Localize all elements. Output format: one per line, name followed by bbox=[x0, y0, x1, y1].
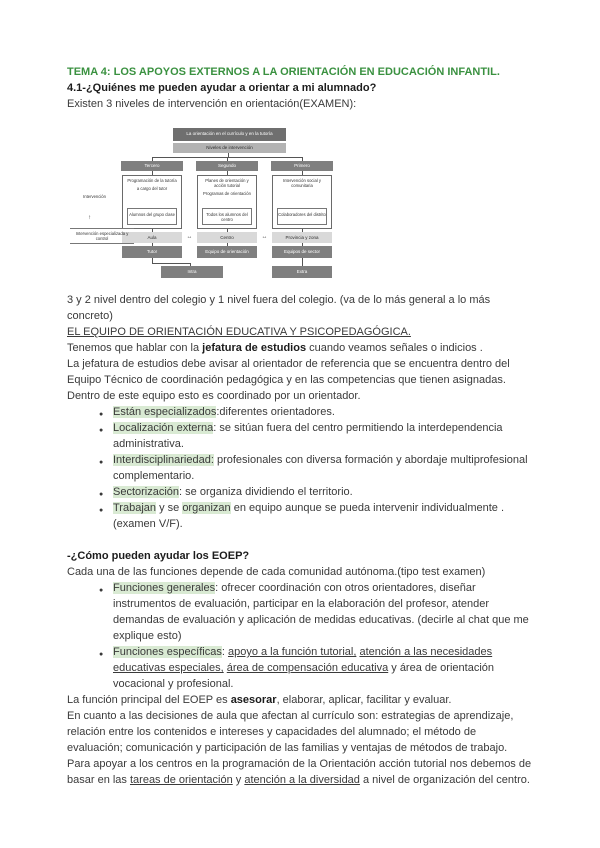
intro-line: Existen 3 niveles de intervención en orientación(EXAMEN): bbox=[67, 98, 357, 110]
orientation-levels-diagram bbox=[70, 124, 338, 284]
text-segment: profesionales con diversa formación y abordaje multiprofesional complementario. bbox=[113, 454, 528, 482]
diagram-detail-box bbox=[197, 175, 257, 229]
text-segment: atención a las necesidades educativas especiales, bbox=[113, 646, 493, 674]
text-segment: en equipo aunque se pueda intervenir individualmente . (examen V/F). bbox=[113, 502, 505, 530]
side-label-specialized: Intervención especializada y control bbox=[70, 228, 134, 244]
detail-line: a cargo del tutor bbox=[136, 186, 168, 191]
text-segment: EL EQUIPO DE ORIENTACIÓN EDUCATIVA Y PSICOPEDAGÓGICA. bbox=[67, 326, 411, 338]
text-segment: Para apoyar a los centros en la programación de la Orientación acción tutorial nos debemos de basar en las bbox=[67, 758, 532, 786]
text-segment: : se sitúan fuera del centro permitiendo la interdependencia administrativa. bbox=[113, 422, 503, 450]
text-segment: y se bbox=[156, 502, 183, 514]
text-segment: , elaborar, aplicar, facilitar y evaluar. bbox=[276, 694, 452, 706]
text-segment: Sectorización bbox=[113, 486, 180, 498]
bullet-text bbox=[113, 646, 494, 690]
text-segment: : se organiza dividiendo el territorio. bbox=[179, 486, 353, 498]
connector-line bbox=[152, 263, 191, 264]
text-segment: Funciones generales bbox=[113, 582, 216, 594]
text-segment: tareas de orientación bbox=[129, 774, 233, 786]
text-segment: 3 y 2 nivel dentro del colegio y 1 nivel fuera del colegio. (va de lo más general a lo más concreto) bbox=[67, 294, 491, 322]
text-segment: Localización externa bbox=[113, 422, 214, 434]
text-segment: :diferentes orientadores. bbox=[216, 406, 335, 418]
agent-box: Tutor bbox=[122, 246, 182, 258]
text-segment: -¿Cómo pueden ayudar los EOEP? bbox=[67, 550, 250, 562]
connector-line bbox=[302, 258, 303, 266]
diagram-detail-box bbox=[122, 175, 182, 229]
bullet-item bbox=[67, 452, 533, 484]
text-segment: : bbox=[221, 646, 228, 658]
text-segment: Están especializados bbox=[113, 406, 217, 418]
bullet-dot-icon: ● bbox=[99, 491, 104, 498]
paragraph bbox=[67, 324, 533, 340]
text-segment: asesorar bbox=[230, 694, 277, 706]
text-segment: Trabajan bbox=[113, 502, 157, 514]
text-segment: y bbox=[232, 774, 245, 786]
left-right-arrow-icon: ↔ bbox=[261, 234, 268, 240]
text-segment: jefatura de estudios bbox=[202, 342, 307, 354]
agent-box: Equipos de sector bbox=[272, 246, 332, 258]
bullet-item bbox=[67, 500, 533, 532]
detail-inner-box: Todos los alumnos del centro bbox=[202, 208, 252, 225]
bullet-dot-icon: ● bbox=[99, 507, 104, 514]
text-segment: y área de orientación vocacional y profesional. bbox=[113, 662, 494, 690]
scope-box: Aula bbox=[122, 232, 182, 243]
diagram-detail-box bbox=[272, 175, 332, 229]
diagram-column-header: Tercero bbox=[121, 161, 183, 171]
text-segment: : ofrecer coordinación con otros orientadores, diseñar instrumentos de evaluación, participar en la elaboración del profesor, atender demandas de evaluación y aplicación de medidas educativas. (decirle al chat que me explique esto) bbox=[113, 582, 529, 642]
text-segment: organizan bbox=[182, 502, 231, 514]
document-body bbox=[67, 292, 533, 788]
bullet-item bbox=[67, 644, 533, 692]
text-segment: Interdisciplinariedad: bbox=[113, 454, 214, 466]
detail-line: Programación de la tutoría bbox=[127, 178, 177, 183]
text-segment: Cada una de las funciones depende de cada comunidad autónoma.(tipo test examen) bbox=[67, 566, 486, 578]
detail-line: Intervención social y comunitaria bbox=[283, 178, 321, 188]
bullet-text bbox=[113, 422, 503, 450]
text-segment: En cuanto a las decisiones de aula que afectan al currículo son: estrategias de aprendizaje, relación entre los contenidos e intereses y capacidades del alumnado; el método de evaluación; comunicación y participación de las familias y ventajas de métodos de trabajo. bbox=[67, 710, 514, 754]
bullet-text bbox=[113, 454, 528, 482]
diagram-column-header: Primero bbox=[271, 161, 333, 171]
bullet-text bbox=[113, 486, 353, 498]
up-arrow-icon: ↑ bbox=[88, 215, 91, 221]
side-label-intervention: Intervención bbox=[83, 194, 106, 199]
diagram-title-box: La orientación en el currículo y en la tutoría bbox=[173, 128, 286, 141]
paragraph bbox=[67, 340, 533, 356]
bullet-text bbox=[113, 582, 529, 642]
extra-box: Extra bbox=[272, 266, 332, 278]
detail-inner-box: Alumnos del grupo clase bbox=[127, 208, 177, 225]
text-segment: apoyo a la función tutorial, bbox=[227, 646, 357, 658]
paragraph bbox=[67, 692, 533, 708]
detail-line bbox=[273, 188, 331, 191]
text-segment: La jefatura de estudios debe avisar al orientador de referencia que se encuentra dentro del Equipo Técnico de coordinación pedagógica y en las competencias que tienen asignadas. Dentro de este equipo esto es coordinado por un orientador. bbox=[67, 358, 510, 402]
bullet-item bbox=[67, 484, 533, 500]
paragraph bbox=[67, 756, 533, 788]
text-segment: Tenemos que hablar con la bbox=[67, 342, 203, 354]
paragraph bbox=[67, 564, 533, 580]
bullet-dot-icon: ● bbox=[99, 427, 104, 434]
bullet-item bbox=[67, 404, 533, 420]
bullet-dot-icon: ● bbox=[99, 651, 104, 658]
intra-box: Intra bbox=[161, 266, 223, 278]
paragraph bbox=[67, 708, 533, 756]
detail-line: Programas de orientación bbox=[203, 191, 251, 196]
paragraph bbox=[67, 292, 533, 324]
scope-box: Centro bbox=[197, 232, 257, 243]
bullet-text bbox=[113, 406, 335, 418]
left-right-arrow-icon: ↔ bbox=[186, 234, 193, 240]
diagram-levels-bar: Niveles de intervención bbox=[173, 143, 286, 153]
scope-box: Provincia y zona bbox=[272, 232, 332, 243]
bullet-item bbox=[67, 420, 533, 452]
bullet-dot-icon: ● bbox=[99, 587, 104, 594]
bullet-text bbox=[113, 502, 504, 530]
text-segment: cuando veamos señales o indicios . bbox=[306, 342, 483, 354]
paragraph bbox=[67, 548, 533, 564]
text-segment: a nivel de organización del centro. bbox=[359, 774, 530, 786]
diagram-column-header: Segundo bbox=[196, 161, 258, 171]
detail-inner-box: Colaboradores del distrito bbox=[277, 208, 327, 225]
text-segment: Funciones específicas bbox=[113, 646, 222, 658]
question-heading: 4.1-¿Quiénes me pueden ayudar a orientar a mi alumnado? bbox=[67, 82, 377, 94]
bullet-dot-icon: ● bbox=[99, 411, 104, 418]
agent-box: Equipo de orientación bbox=[197, 246, 257, 258]
text-segment: La función principal del EOEP es bbox=[67, 694, 231, 706]
bullet-dot-icon: ● bbox=[99, 459, 104, 466]
bullet-item bbox=[67, 580, 533, 644]
text-segment: área de compensación educativa bbox=[226, 662, 389, 674]
text-segment: atención a la diversidad bbox=[244, 774, 360, 786]
document-title: TEMA 4: LOS APOYOS EXTERNOS A LA ORIENTACIÓN EN EDUCACIÓN INFANTIL. bbox=[67, 66, 500, 78]
blank-line bbox=[67, 532, 533, 548]
detail-line: Planes de orientación y acción tutorial bbox=[205, 178, 249, 188]
paragraph bbox=[67, 356, 533, 404]
